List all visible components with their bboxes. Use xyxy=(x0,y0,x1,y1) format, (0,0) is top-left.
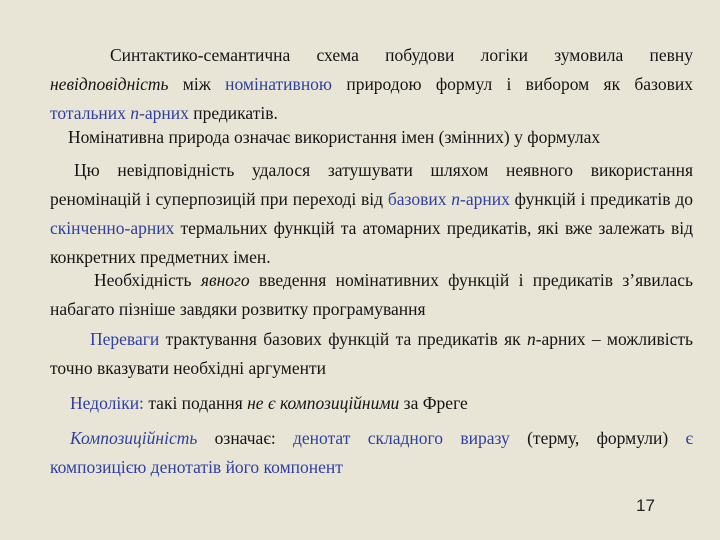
p7-text-2: (терму, формули) xyxy=(509,428,686,448)
p1-text-2: між xyxy=(168,74,226,94)
p3-text-2: функцій і предикатів до xyxy=(509,189,693,209)
p1-term-ary: -арних xyxy=(139,103,189,123)
p3-term-finitary: скінченно-арних xyxy=(50,218,175,238)
p1-term-n: n xyxy=(130,103,140,123)
p4-term-explicit: явного xyxy=(200,270,250,290)
p4-text-1: Необхідність xyxy=(94,270,201,290)
p7-term-composition: є композицією денотатів його компонент xyxy=(50,428,693,477)
paragraph-mismatch-hidden xyxy=(50,156,693,272)
p1-term-total: тотальних xyxy=(50,103,131,123)
p1-text-1: Синтактико-семантична схема побудови логіки зумовила певну xyxy=(110,45,693,65)
p6-term-disadvantages: Недоліки: xyxy=(70,393,144,413)
p1-term-nominative: номінативною xyxy=(225,74,333,94)
p7-text-1: означає: xyxy=(197,428,294,448)
p1-text-3: природою формул і вибором як базових xyxy=(332,74,693,94)
paragraph-advantages xyxy=(50,325,693,383)
p3-text-1: Цю невідповідність удалося затушувати шляхом неявного використання реномінацій і суперпозицій при переході від xyxy=(50,160,693,209)
page-number: 17 xyxy=(636,496,655,515)
p2-text-1: Номінативна природа означає використання імен (змінних) у формулах xyxy=(68,127,601,147)
p6-term-not-compositional: не є композиційними xyxy=(247,393,400,413)
p7-term-denotation: денотат складного виразу xyxy=(293,428,510,448)
paragraph-syntax-semantic-scheme xyxy=(50,41,693,128)
p1-term-mismatch: невідповідність xyxy=(50,74,169,94)
p3-term-n: n xyxy=(451,189,461,209)
paragraph-disadvantages xyxy=(50,389,693,418)
p3-term-basic: базових xyxy=(387,189,452,209)
p5-text-2: -арних – можливість точно вказувати необхідні аргументи xyxy=(50,329,693,378)
paragraph-nominative-nature xyxy=(50,123,693,152)
p4-text-2: введення номінативних функцій і предикатів з’явилась набагато пізніше завдяки розвитку програмування xyxy=(50,270,693,319)
p5-term-n: n xyxy=(526,329,536,349)
p7-term-compositionality: Композиційність xyxy=(70,428,198,448)
p3-term-ary: -арних xyxy=(460,189,510,209)
p1-text-4: предикатів. xyxy=(188,103,278,123)
p6-text-1: такі подання xyxy=(143,393,248,413)
paragraph-compositionality xyxy=(50,424,693,482)
paragraph-explicit-necessity xyxy=(50,266,693,324)
p5-text-1: трактування базових функцій та предикатів як xyxy=(159,329,527,349)
p5-term-advantages: Переваги xyxy=(90,329,160,349)
slide xyxy=(50,0,693,540)
p3-text-3: термальних функцій та атомарних предикатів, які вже залежать від конкретних предметних імен. xyxy=(50,218,693,267)
p6-text-2: за Фреге xyxy=(399,393,468,413)
